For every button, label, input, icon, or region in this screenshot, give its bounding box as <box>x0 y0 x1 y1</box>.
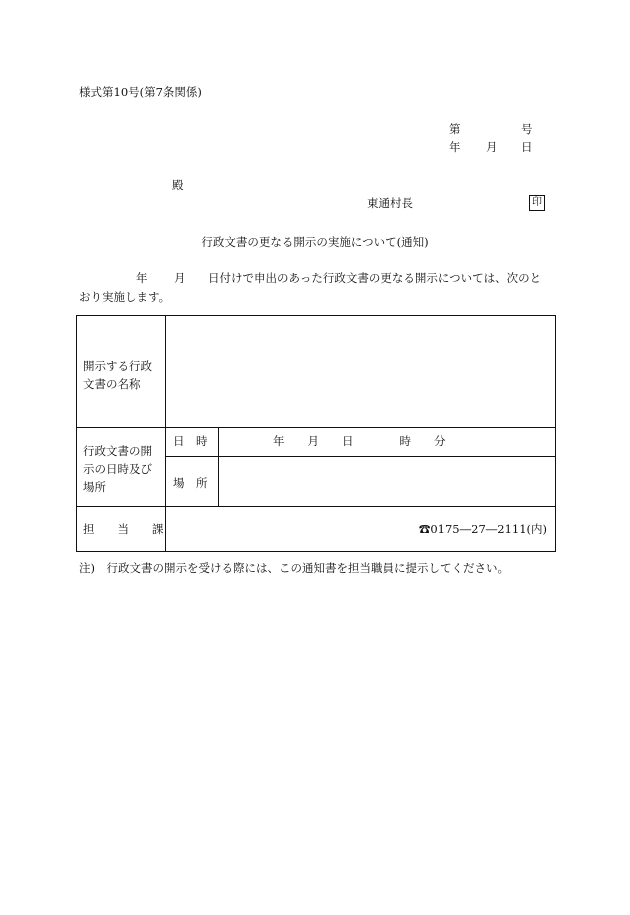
table-divider-row3 <box>77 506 556 507</box>
date-year: 年 <box>449 140 461 154</box>
document-number-prefix: 第 <box>449 122 461 136</box>
date-day: 日 <box>521 140 533 154</box>
table-divider-sublabel-col <box>218 427 219 506</box>
body-text-line1: 日付けで申出のあった行政文書の更なる開示については、次のと <box>208 271 542 285</box>
datetime-value: 年 月 日 時 分 <box>273 434 446 448</box>
datetime-label: 日 時 <box>173 434 208 448</box>
body-text-line2: おり実施します。 <box>79 290 171 304</box>
doc-name-label: 開示する行政文書の名称 <box>83 359 152 391</box>
table-divider-label-col <box>165 316 166 552</box>
table-divider-row2 <box>165 456 556 457</box>
schedule-label: 行政文書の開示の日時及び場所 <box>83 444 152 494</box>
department-phone: ☎0175―27―2111(内) <box>418 522 547 536</box>
place-label: 場 所 <box>173 476 208 490</box>
body-month: 月 <box>174 271 186 285</box>
footnote: 注) 行政文書の開示を受ける際には、この通知書を担当職員に提示してください。 <box>79 561 509 575</box>
document-number-suffix: 号 <box>521 122 533 136</box>
seal-mark: 印 <box>529 195 545 211</box>
body-year: 年 <box>136 271 148 285</box>
notice-form-table <box>76 315 556 552</box>
department-label: 担 当 課 <box>83 522 164 536</box>
form-number: 様式第10号(第7条関係) <box>79 85 202 99</box>
issuer-name: 東通村長 <box>367 196 413 210</box>
document-title: 行政文書の更なる開示の実施について(通知) <box>201 235 429 249</box>
date-month: 月 <box>486 140 498 154</box>
addressee-honorific: 殿 <box>172 178 184 192</box>
table-divider-row1 <box>77 427 556 428</box>
